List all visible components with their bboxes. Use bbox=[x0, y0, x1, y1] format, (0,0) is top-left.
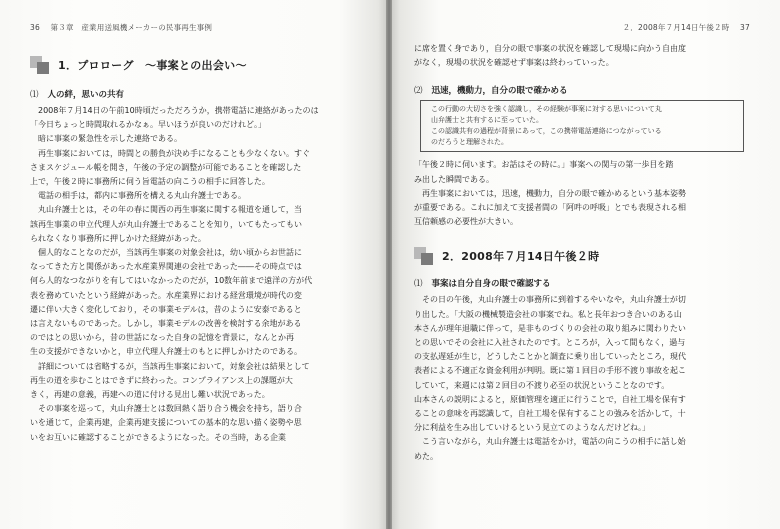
body-line: 「午後２時に伺います。お話はその時に。」事案への関与の第一歩目を踏 bbox=[414, 160, 674, 170]
body-line: 「今日ちょっと時間取れるかなぁ。早いほうが良いのだけれど。」 bbox=[30, 120, 266, 130]
left-page bbox=[0, 0, 386, 529]
body-line: との思いでその会社に入社されたのです。ところが，入って間もなく，過与 bbox=[414, 338, 686, 348]
body-line: 2008年７月14日の午前10時頃だっただろうか，携帯電話に連絡があったのは bbox=[30, 106, 319, 115]
left-page-number: 36 bbox=[30, 23, 40, 32]
body-line: の支払遅延が生じ，どうしたことかと調査に乗り出していったところ，現代 bbox=[414, 352, 686, 362]
section-title: 1．プロローグ 〜事案との出会い〜 bbox=[58, 59, 247, 72]
body-line: いを通じて，企業再建，企業再建支援についての基本的な思い描く姿勢や思 bbox=[30, 418, 302, 428]
body-line: ることの意味を再認識して，自社工場を保有することの強みを活かして，十 bbox=[414, 409, 686, 419]
section-heading-2 bbox=[414, 247, 750, 265]
body-line: きく，再建の意義，再建への道に付ける見出し難い状況であった。 bbox=[30, 390, 270, 400]
body-line: めた。 bbox=[414, 451, 438, 461]
sub-heading-1-text: 迅速，機動力，自分の眼で確かめる bbox=[431, 86, 568, 97]
body-line: 表者による不適正な資金利用が判明。既に第１回目の手形不渡り事故を起こ bbox=[414, 366, 686, 376]
body-line: 詳細については省略するが，当該再生事案において，対象会社は結果として bbox=[30, 361, 310, 371]
right-section-text bbox=[414, 293, 750, 463]
sub-heading bbox=[30, 88, 366, 100]
body-line: 何ら人的なつながりを有してはいなかったのだが，10数年前まで遠洋の方が代 bbox=[30, 276, 313, 286]
section-marker-icon bbox=[30, 56, 52, 74]
body-line: 該再生事業の申立代理人が丸山弁護士であることを知り，いてもたってもい bbox=[30, 219, 302, 229]
section-marker-icon bbox=[414, 247, 436, 265]
body-line: のではとの思いから，昔の世話になった自身の記憶を背景に，なんとか再 bbox=[30, 333, 294, 343]
body-line: 丸山弁護士とは，その年の春に関西の再生事案に関する報道を通して，当 bbox=[30, 205, 302, 215]
note-line: この行動の大切さを強く認識し，その経験が事案に対する思いについて丸 bbox=[431, 105, 662, 114]
body-line: 分に利益を生み出していけるという見立てのようなんだけどね。」 bbox=[414, 423, 650, 433]
body-line: 暗に事案の緊急性を示した連絡である。 bbox=[30, 134, 182, 144]
body-line: は言えないものであった。しかし，事業モデルの改善を検討する余地がある bbox=[30, 319, 302, 329]
right-page-number: 37 bbox=[740, 23, 750, 32]
right-running-head bbox=[414, 22, 750, 36]
left-body-text bbox=[30, 104, 366, 445]
body-line: 表を務めていたという経緯があった。水産業界における経営環境が時代の変 bbox=[30, 290, 302, 300]
body-line: さまスケジュール帳を開き，午後の予定の調整が可能であることを確認した bbox=[30, 162, 302, 172]
body-line: 山本さんの説明によると，原価管理を適正に行うことで，自社工場を保有す bbox=[414, 394, 686, 404]
sub-heading-text: 人の絆，思いの共有 bbox=[47, 90, 124, 100]
body-line: 遷に伴い大きく変化しており，その事業モデルは，昔のように安泰であると bbox=[30, 304, 302, 314]
right-running-head-text: ２．2008年７月14日午後２時 bbox=[622, 23, 730, 32]
body-line: 上で，午後２時に事務所に伺う旨電話の向こうの相手に回答した。 bbox=[30, 177, 270, 187]
body-line: み出した瞬間である。 bbox=[414, 174, 494, 184]
sub-heading-1 bbox=[414, 84, 750, 96]
body-line: られなくなり事務所に押しかけた経緯があった。 bbox=[30, 233, 206, 243]
body-line: 電話の相手は，都内に事務所を構える丸山弁護士である。 bbox=[30, 191, 246, 201]
body-line: 再生事案においては，迅速，機動力，自分の眼で確かめるという基本姿勢 bbox=[414, 188, 686, 198]
body-line: 互信頼感の必要性が大きい。 bbox=[414, 217, 518, 227]
body-line: していて，来週には第２回目の不渡り必至の状況ということなのです。 bbox=[414, 380, 670, 390]
right-page bbox=[392, 0, 780, 529]
section-title-2: 2．2008年７月14日午後２時 bbox=[442, 250, 600, 264]
section-heading-prologue bbox=[30, 56, 366, 74]
note-line: この認識共有の過程が背景にあって，この携帯電話連絡につながっている bbox=[431, 127, 662, 136]
body-line: がなく，現場の状況を確認せず事案は終わっていった。 bbox=[414, 58, 614, 68]
body-line: 個人的なことなのだが，当該再生事案の対象会社は，幼い頃からお世話に bbox=[30, 248, 302, 258]
body-line: り出した。「大阪の機械製造会社の事案でね。私と長年おつき合いのある山 bbox=[414, 309, 682, 319]
sub-heading-number: ⑴ bbox=[30, 90, 39, 100]
left-running-head bbox=[30, 22, 366, 36]
note-box bbox=[420, 100, 744, 152]
right-intro-text bbox=[414, 42, 750, 70]
body-line: その日の午後，丸山弁護士の事務所に到着するやいなや，丸山弁護士が切 bbox=[414, 295, 686, 305]
body-line: その事案を巡って，丸山弁護士とは数回熱く語り合う機会を持ち，語り合 bbox=[30, 404, 302, 414]
body-line: が重要である。これに加えて支援者間の「阿吽の呼吸」とでも表現される相 bbox=[414, 203, 686, 213]
right-after-note-text bbox=[414, 158, 750, 229]
body-line: 再生事案においては，時間との勝負が決め手になることも少なくない。すぐ bbox=[30, 148, 310, 158]
body-line: 生の支援ができないかと，申立代理人弁護士のもとに押しかけたのである。 bbox=[30, 347, 302, 357]
sub-heading-2-text: 事案は自分自身の眼で確認する bbox=[431, 279, 551, 290]
body-line: なってきた方と関係があった水産業界関連の会社であった――その時点では bbox=[30, 262, 302, 272]
sub-heading-2 bbox=[414, 277, 750, 289]
sub-heading-1-number: ⑵ bbox=[414, 86, 423, 97]
body-line: 本さんが理年退職に伴って，是非ものづくりの会社の取り組みに関わりたい bbox=[414, 323, 686, 333]
note-line: のだろうと理解された。 bbox=[431, 138, 508, 147]
body-line: 再生の道を歩むことはできずに終わった。コンプライアンス上の課題が大 bbox=[30, 375, 293, 385]
sub-heading-2-number: ⑴ bbox=[414, 279, 423, 290]
body-line: こう言いながら，丸山弁護士は電話をかけ，電話の向こうの相手に話し始 bbox=[414, 437, 686, 447]
note-line: 山弁護士と共有するに至っていた。 bbox=[431, 116, 543, 125]
left-running-head-text: 第３章 産業用送風機メーカーの民事再生事例 bbox=[50, 23, 213, 32]
body-line: いをお互いに確認することができるようになった。その当時，ある企業 bbox=[30, 432, 286, 442]
body-line: に席を置く身であり，自分の眼で事案の状況を確認して現場に向かう自由度 bbox=[414, 44, 686, 53]
